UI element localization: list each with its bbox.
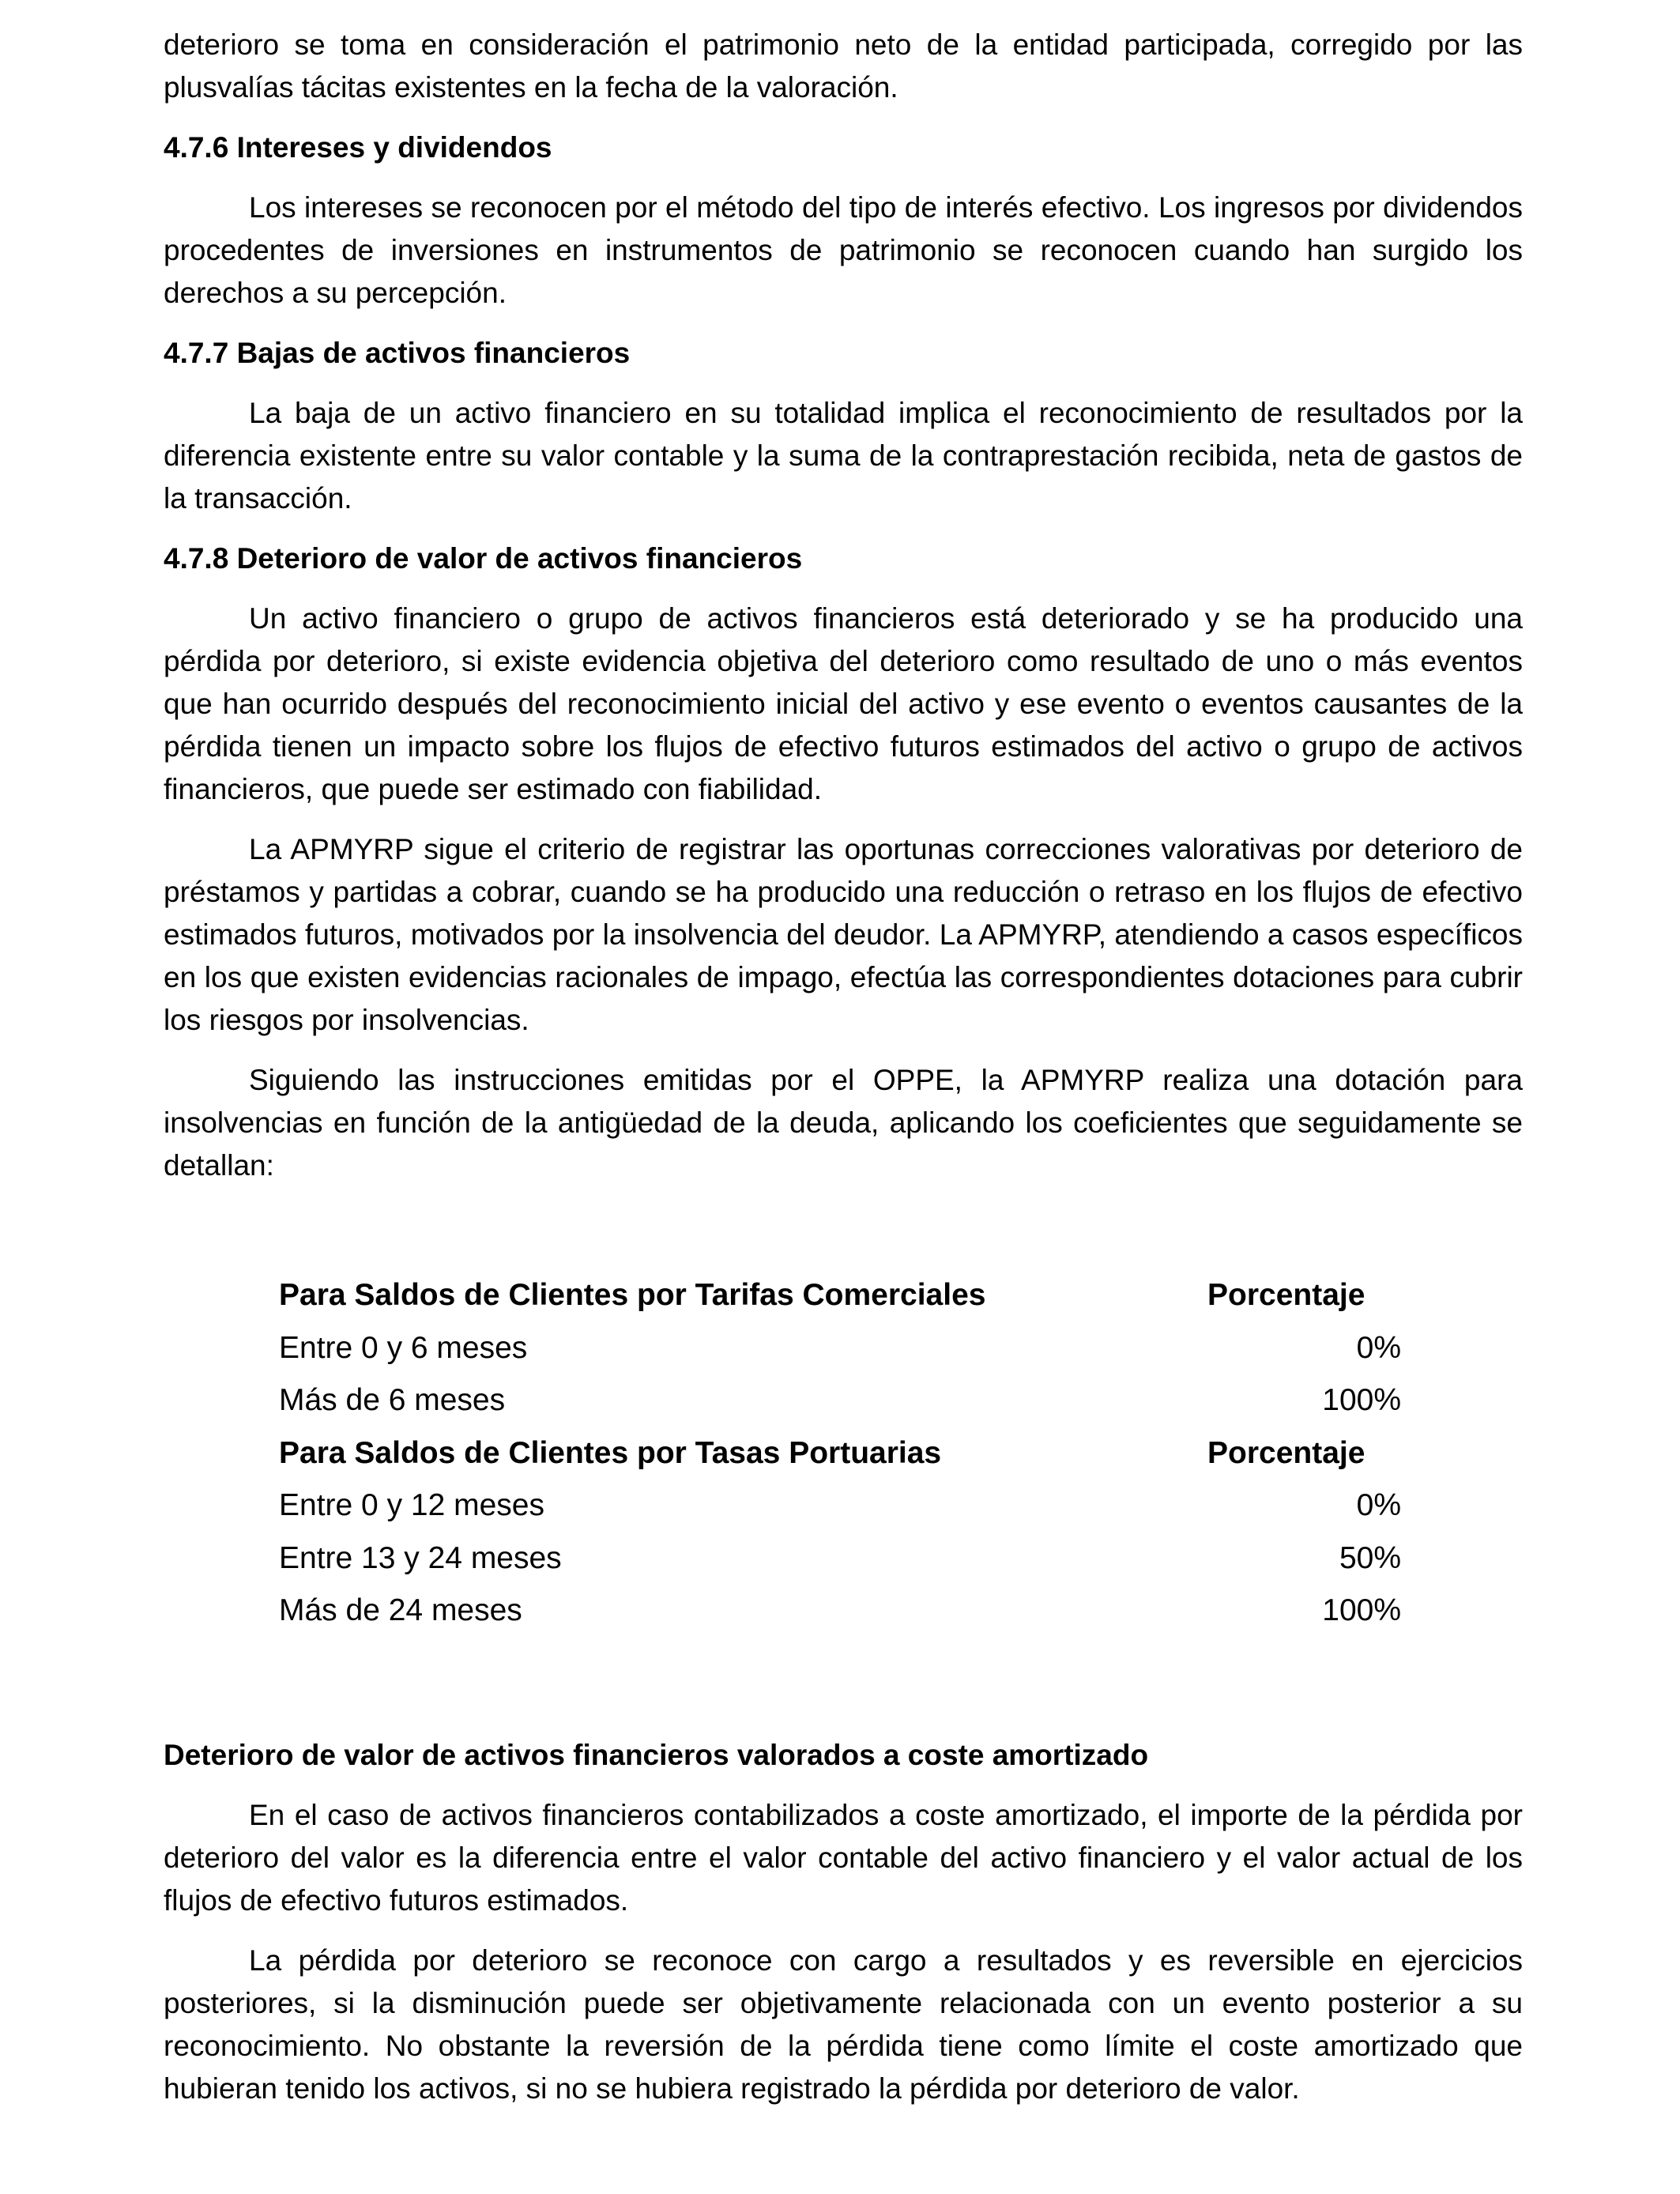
row-label: Entre 13 y 24 meses bbox=[279, 1540, 562, 1575]
document-page bbox=[164, 24, 1523, 2110]
heading-deterioro-valor: 4.7.8 Deterioro de valor de activos financieros bbox=[164, 542, 803, 575]
row-value: 100% bbox=[1322, 1593, 1401, 1628]
heading-coste-amortizado: Deterioro de valor de activos financieros valorados a coste amortizado bbox=[164, 1738, 1149, 1771]
table-row bbox=[279, 1322, 1409, 1375]
row-label: Entre 0 y 12 meses bbox=[279, 1488, 544, 1523]
table-row bbox=[279, 1374, 1409, 1427]
column-header: Porcentaje bbox=[1207, 1435, 1365, 1470]
table-group-header bbox=[279, 1427, 1409, 1480]
heading-intereses-dividendos: 4.7.6 Intereses y dividendos bbox=[164, 131, 552, 164]
paragraph-bajas: La baja de un activo financiero en su totalidad implica el reconocimiento de resultados por la diferencia existente entre su valor contable y la suma de la contraprestación recibida, neta de gastos de la transacción. bbox=[164, 397, 1523, 515]
paragraph-reversion: La pérdida por deterioro se reconoce con cargo a resultados y es reversible en ejercicios posteriores, si la disminución puede ser objetivamente relacionada con un evento posterior a su reconocimiento. No obstante la reversión de la pérdida tiene como límite el coste amortizado que hubieran tenido los activos, si no se hubiera registrado la pérdida por deterioro de valor. bbox=[164, 1943, 1523, 2105]
table-row bbox=[279, 1480, 1409, 1532]
row-label: Más de 24 meses bbox=[279, 1593, 522, 1628]
row-value: 100% bbox=[1322, 1383, 1401, 1418]
coefficients-table bbox=[279, 1269, 1409, 1638]
group-title: Para Saldos de Clientes por Tarifas Comerciales bbox=[279, 1278, 986, 1313]
paragraph-criterio-apmyrp: La APMYRP sigue el criterio de registrar las oportunas correcciones valorativas por deterioro de préstamos y partidas a cobrar, cuando se ha producido una reducción o retraso en los flujos de efectivo estimados futuros, motivados por la insolvencia del deudor. La APMYRP, atendiendo a casos específicos en los que existen evidencias racionales de impago, efectúa las correspondientes dotaciones para cubrir los riesgos por insolvencias. bbox=[164, 833, 1523, 1036]
paragraph-intereses: Los intereses se reconocen por el método del tipo de interés efectivo. Los ingresos por dividendos procedentes de inversiones en instrumentos de patrimonio se reconocen cuando han surgido los derechos a su percepción. bbox=[164, 191, 1523, 309]
paragraph-deterioro-definicion: Un activo financiero o grupo de activos financieros está deteriorado y se ha producido una pérdida por deterioro, si existe evidencia objetiva del deterioro como resultado de uno o más eventos que han ocurrido después del reconocimiento inicial del activo y ese evento o eventos causantes de la pérdida tienen un impacto sobre los flujos de efectivo futuros estimados del activo o grupo de activos financieros, que puede ser estimado con fiabilidad. bbox=[164, 602, 1523, 805]
row-label: Entre 0 y 6 meses bbox=[279, 1330, 528, 1365]
paragraph-instrucciones-oppe: Siguiendo las instrucciones emitidas por el OPPE, la APMYRP realiza una dotación para insolvencias en función de la antigüedad de la deuda, aplicando los coeficientes que seguidamente se detallan: bbox=[164, 1064, 1523, 1182]
table-row bbox=[279, 1532, 1409, 1585]
table-group-header bbox=[279, 1269, 1409, 1322]
paragraph-coste-amortizado: En el caso de activos financieros contabilizados a coste amortizado, el importe de la pérdida por deterioro del valor es la diferencia entre el valor contable del activo financiero y el valor actual de los flujos de efectivo futuros estimados. bbox=[164, 1798, 1523, 1917]
intro-paragraph: deterioro se toma en consideración el patrimonio neto de la entidad participada, corregido por las plusvalías tácitas existentes en la fecha de la valoración. bbox=[164, 28, 1523, 104]
row-label: Más de 6 meses bbox=[279, 1383, 506, 1418]
row-value: 0% bbox=[1356, 1488, 1401, 1523]
column-header: Porcentaje bbox=[1207, 1278, 1365, 1313]
row-value: 0% bbox=[1356, 1330, 1401, 1365]
group-title: Para Saldos de Clientes por Tasas Portuarias bbox=[279, 1435, 942, 1470]
heading-bajas-activos: 4.7.7 Bajas de activos financieros bbox=[164, 337, 631, 369]
row-value: 50% bbox=[1339, 1540, 1401, 1575]
table-row bbox=[279, 1585, 1409, 1638]
